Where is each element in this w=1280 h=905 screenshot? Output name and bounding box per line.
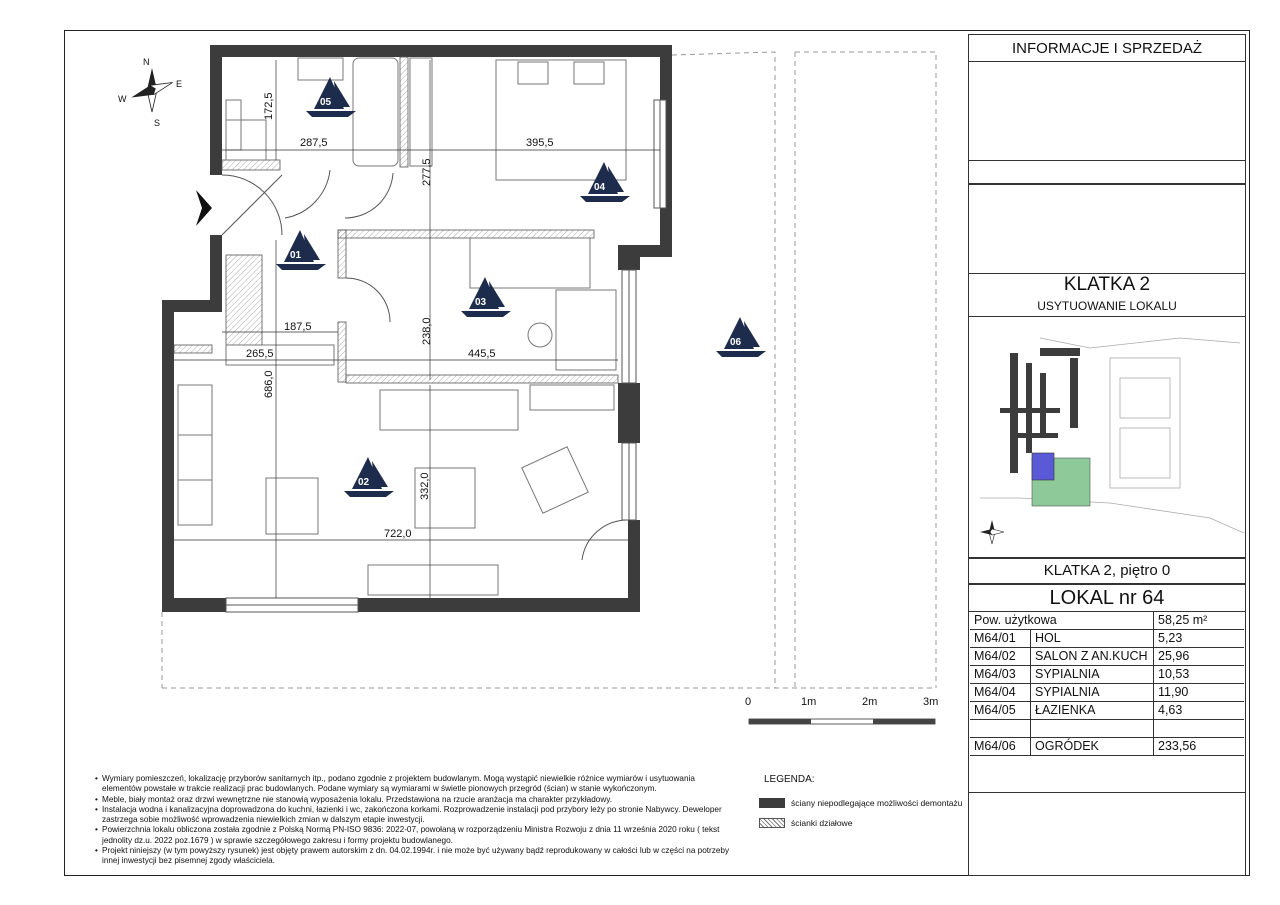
note-item: • Instalacja wodna i kanalizacyjna doprowadzona do kuchni, łazienki i wc, zakończona korkami. Rozprowadzenie instalacji pod przybory leży po stronie Nabywcy. Deweloper zastrzega sobie możliwość wprowadzenia niewielkich zmian w dalszym etapie inwestycji. [96,805,736,826]
compass-e: E [176,79,183,89]
bottom-box [968,792,1246,876]
table-row [970,702,1244,720]
room-code: M64/01 [970,630,1031,648]
location-subtitle: USYTUOWANIE LOKALU [1037,299,1177,313]
scale-label-1m: 1m [801,696,817,708]
site-location-map [970,318,1244,556]
room-badge-label: 05 [320,97,332,108]
klatka-title: KLATKA 2 [1063,274,1151,295]
legend-title: LEGENDA: [764,774,815,785]
floor-label: KLATKA 2, piętro 0 [1043,562,1171,579]
table-row [970,684,1244,702]
entrance-arrow-icon [196,190,212,226]
note-item: • Powierzchnia lokalu obliczona została zgodnie z Polską Normą PN-ISO 9836: 2022-07, powołaną w rozporządzeniu Ministra Rozwoju z dnia 11 września 2020 roku ( tekst jednolity dz.u. 2022 poz.1679 ) w sprawie szczegółowego zakresu i formy projektu budowlanego. [96,825,736,846]
room-badge-04 [580,162,630,202]
room-badge-label: 03 [475,297,487,308]
garden-code: M64/06 [970,738,1031,756]
table-row [970,648,1244,666]
room-name: SYPIALNIA [1031,684,1154,702]
room-area: 11,90 [1154,684,1245,702]
area-value: 58,25 m² [1154,612,1245,630]
dim-395-5: 395,5 [526,137,554,149]
rooms-table [970,612,1244,756]
room-code: M64/03 [970,666,1031,684]
notes [96,774,736,867]
scale-label-3m: 3m [923,696,939,708]
blank-box [968,184,1246,274]
unit-title: LOKAL nr 64 [1049,587,1165,609]
note-item: • Projekt niniejszy (w tym powyższy rysunek) jest objęty prawem autorskim z dn. 04.02.1994r. i nie może być używany bądź reprodukowany w całości lub w części na potrzeby innej inwestycji bez pisemnej zgody właściciela. [96,846,736,867]
garden-area: 233,56 [1154,738,1245,756]
area-label: Pow. użytkowa [970,612,1154,630]
dim-332-0: 332,0 [419,472,431,500]
spacer-row [970,720,1244,738]
room-badge-label: 04 [594,182,606,193]
room-name: SYPIALNIA [1031,666,1154,684]
room-area: 10,53 [1154,666,1245,684]
info-title: INFORMACJE I SPRZEDAŻ [1011,40,1202,57]
dim-287-5: 287,5 [300,137,328,149]
room-name: ŁAZIENKA [1031,702,1154,720]
room-code: M64/05 [970,702,1031,720]
dim-722-0: 722,0 [384,528,412,540]
legend-walls-fixed: ściany niepodlegające możliwości demontażu [791,798,963,808]
scale-bar [749,719,935,724]
table-row [970,630,1244,648]
room-area: 25,96 [1154,648,1245,666]
note-item: • Wymiary pomieszczeń, lokalizację przyborów sanitarnych itp., podano zgodnie z projektem budowlanym. Mogą wystąpić niewielkie różnice wymiarów i usytuowania elementów powstałe w trakcie realizacji prac budowlanych. Podane wymiary są wymiarami w świetle pionowych przegród (ścian) w stanie wykończonym. [96,774,736,795]
compass-w: W [118,94,127,104]
scale-label-0: 0 [745,696,752,708]
room-badge-03 [461,277,511,317]
room-badge-02 [344,457,394,497]
dim-172-5: 172,5 [263,92,275,120]
legend-swatch-fixed [759,798,785,808]
room-code: M64/02 [970,648,1031,666]
compass-s: S [154,118,161,128]
room-badges [276,77,766,497]
room-badge-label: 06 [730,337,742,348]
compass-icon [118,57,182,128]
unit-highlight [1032,453,1054,480]
mini-compass-icon [980,520,1004,544]
room-name: HOL [1031,630,1154,648]
compass-n: N [143,57,150,67]
room-name: SALON Z AN.KUCH [1031,648,1154,666]
dim-445-5: 445,5 [468,348,496,360]
room-badge-label: 01 [290,250,302,261]
note-item: • Meble, biały montaż oraz drzwi wewnętrzne nie stanowią wyposażenia lokalu. Przedstawiona na rzucie aranżacja ma charakter przykładowy. [96,795,736,805]
room-area: 4,63 [1154,702,1245,720]
room-badge-06 [716,317,766,357]
dim-277-5: 277,5 [421,158,433,186]
table-row [970,738,1244,756]
room-area: 5,23 [1154,630,1245,648]
dim-187-5: 187,5 [284,321,312,333]
garden-name: OGRÓDEK [1031,738,1154,756]
legend-swatch-partition [759,818,785,828]
dim-686-0: 686,0 [263,370,275,398]
room-badge-05 [306,77,356,117]
dim-238-0: 238,0 [421,317,433,345]
blank-row-box [968,160,1246,184]
dim-265-5: 265,5 [246,348,274,360]
table-row [970,666,1244,684]
scale-label-2m: 2m [862,696,878,708]
area-row [970,612,1244,630]
room-code: M64/04 [970,684,1031,702]
legend-walls-partition: ścianki działowe [791,818,853,828]
room-badge-label: 02 [358,477,370,488]
room-badge-01 [276,230,326,270]
